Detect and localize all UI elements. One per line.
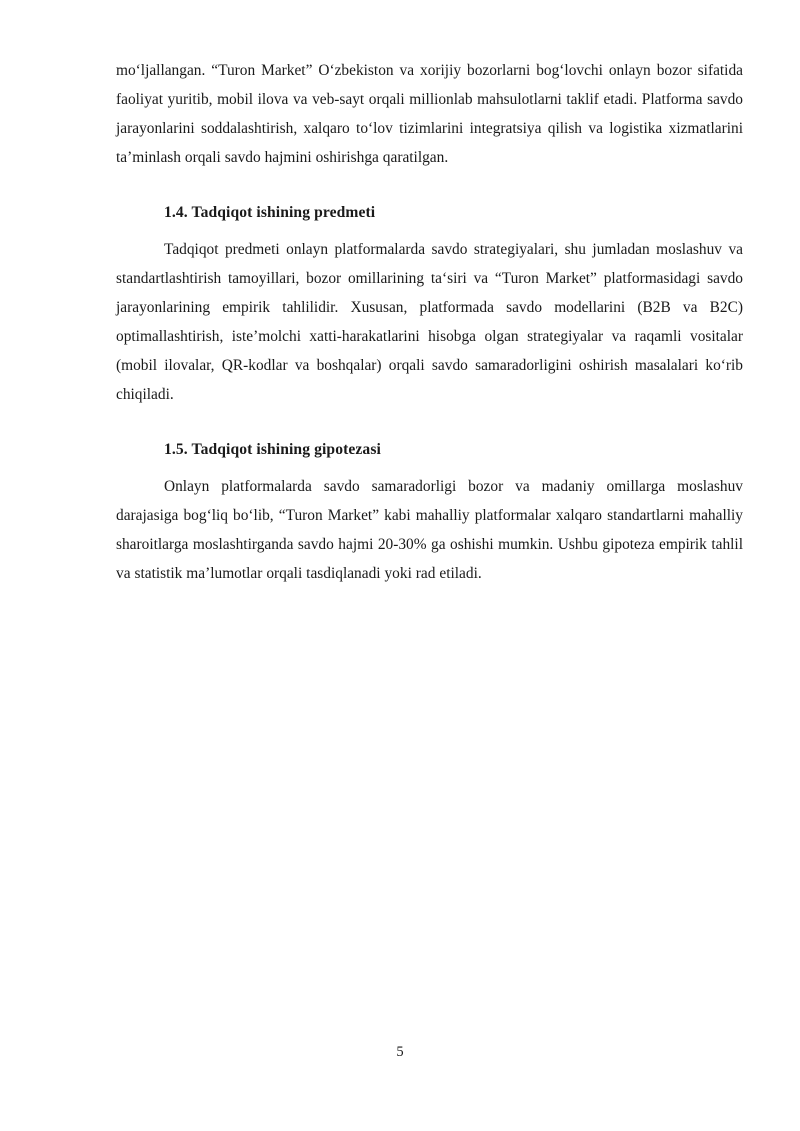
spacer-before-heading-1-4 [116, 172, 743, 198]
page-content-body [116, 56, 743, 588]
paragraph-intro-continued: mo‘ljallangan. “Turon Market” O‘zbekiston va xorijiy bozorlarni bog‘lovchi onlayn bozor sifatida faoliyat yuritib, mobil ilova va veb-sayt orqali millionlab mahsulotlarni taklif etadi. Platforma savdo jarayonlarini soddalashtirish, xalqaro to‘lov tizimlarini integratsiya qilish va logistika xizmatlarini ta’minlash orqali savdo hajmini oshirishga qaratilgan. [116, 62, 743, 166]
heading-1-4: 1.4. Tadqiqot ishining predmeti [164, 204, 376, 221]
spacer-after-heading-1-5 [116, 464, 743, 472]
paragraph-1-4-body: Tadqiqot predmeti onlayn platformalarda savdo strategiyalari, shu jumladan moslashuv va standartlashtirish tamoyillari, bozor omillarining ta‘siri va “Turon Market” platformasidagi savdo jarayonlarining empirik tahlilidir. Xususan, platformada savdo modellarini (B2B va B2C) optimallashtirish, iste’molchi xatti-harakatlarini hisobga olgan strategiyalar va raqamli vositalar (mobil ilovalar, QR-kodlar va boshqalar) orqali savdo samaradorligini oshirish masalalari ko‘rib chiqiladi. [116, 241, 743, 403]
paragraph-1-5-body: Onlayn platformalarda savdo samaradorligi bozor va madaniy omillarga moslashuv darajasiga bog‘liq bo‘lib, “Turon Market” kabi mahalliy platformalar xalqaro standartlarni mahalliy sharoitlarga moslashtirganda savdo hajmi 20-30% ga oshishi mumkin. Ushbu gipoteza empirik tahlil va statistik ma’lumotlar orqali tasdiqlanadi yoki rad etiladi. [116, 478, 743, 582]
heading-1-5: 1.5. Tadqiqot ishining gipotezasi [164, 441, 381, 458]
spacer-after-heading-1-4 [116, 227, 743, 235]
spacer-before-heading-1-5 [116, 409, 743, 435]
page-number: 5 [396, 1044, 404, 1060]
